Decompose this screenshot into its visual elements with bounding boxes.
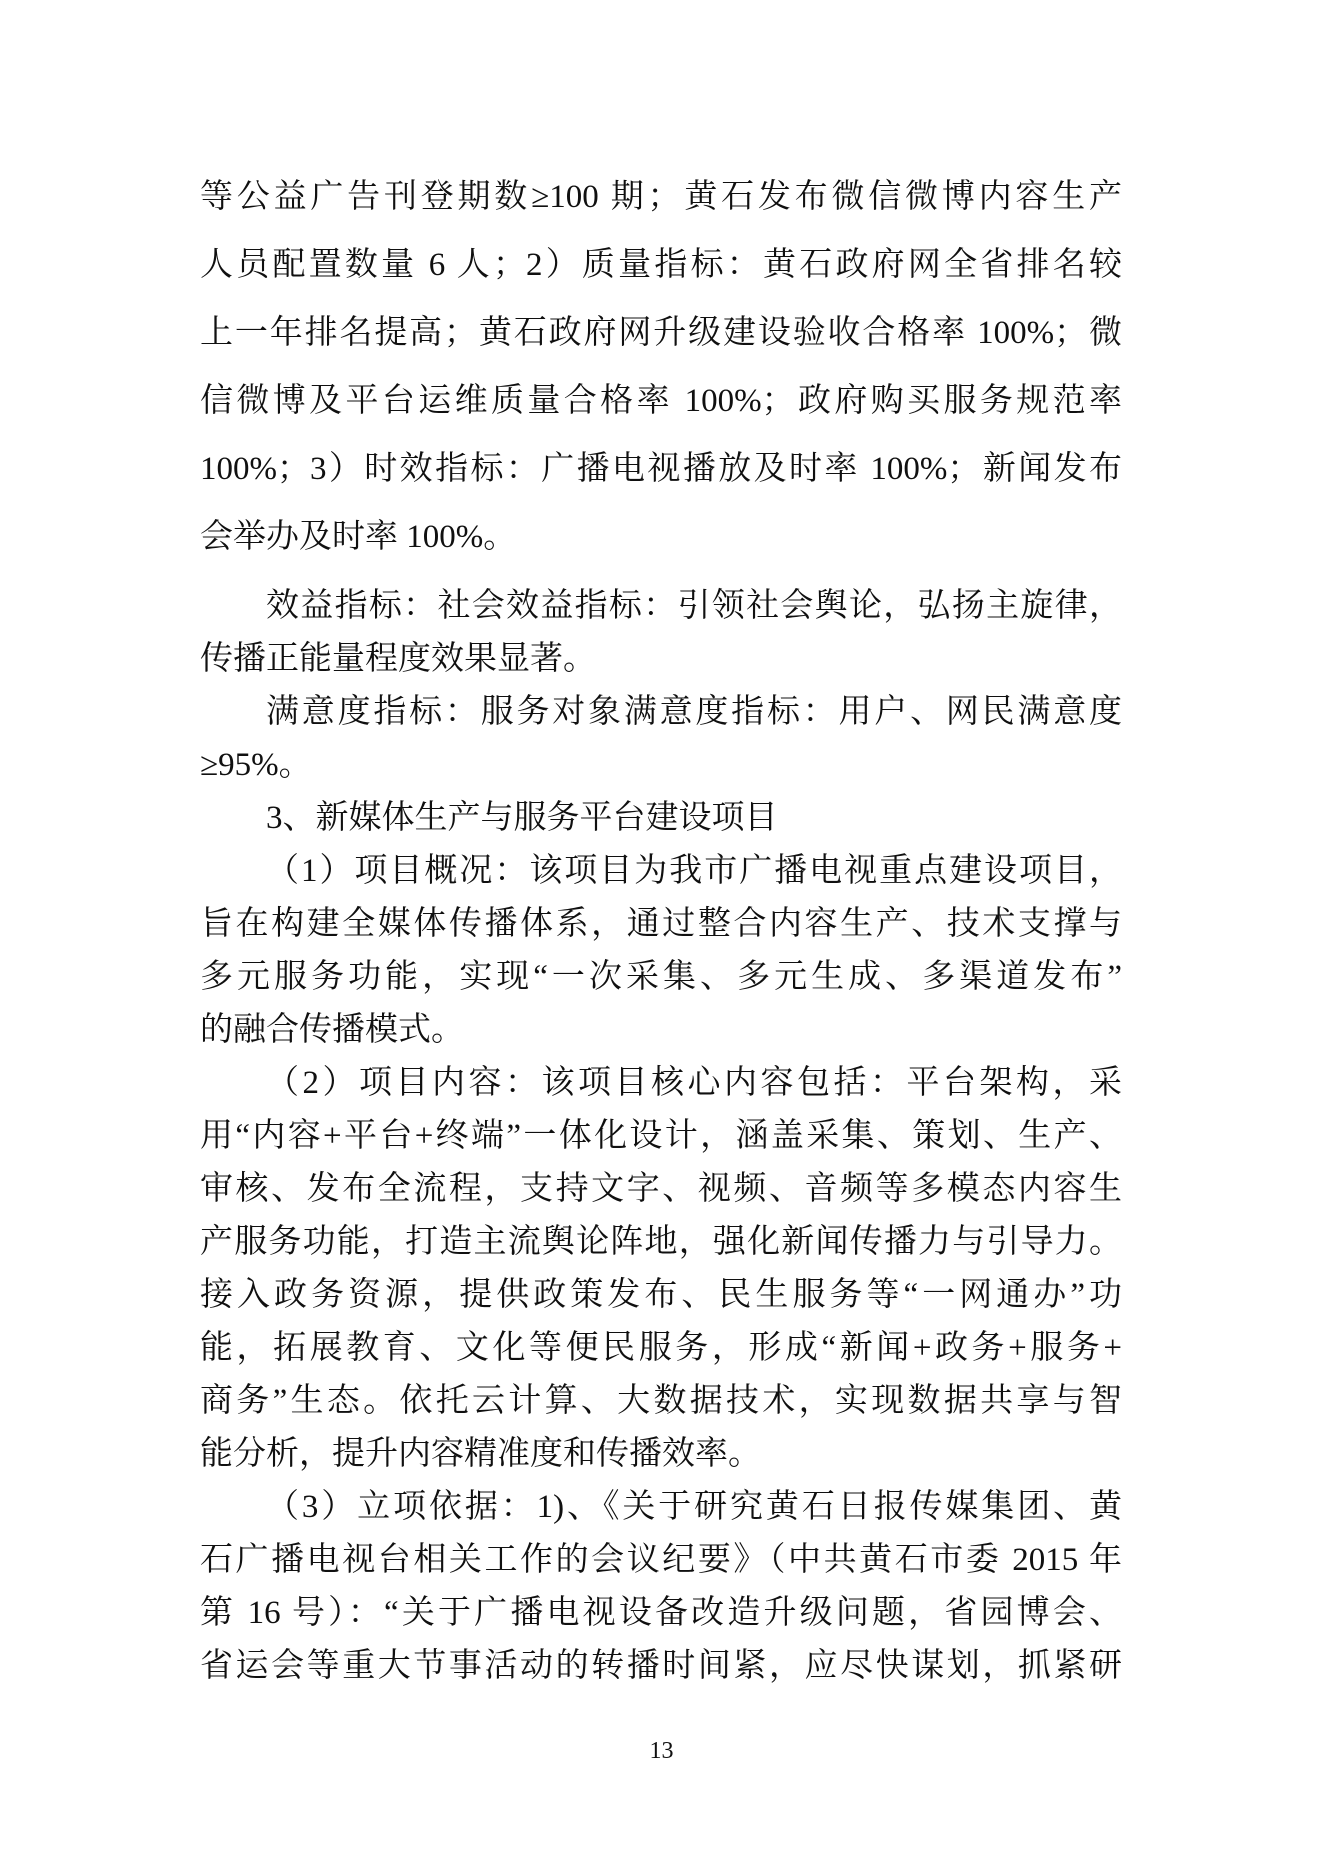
- text-line: 审核、发布全流程，支持文字、视频、音频等多模态内容生: [200, 1171, 1122, 1207]
- text-line: 用“内容+平台+终端”一体化设计，涵盖采集、策划、生产、: [200, 1118, 1122, 1154]
- text-line: 100%；3）时效指标：广播电视播放及时率 100%；新闻发布: [200, 451, 1122, 487]
- text-line: 信微博及平台运维质量合格率 100%；政府购买服务规范率: [200, 383, 1122, 419]
- paragraph-satisfaction-indicators: [200, 686, 1122, 792]
- text-line: 能，拓展教育、文化等便民服务，形成“新闻+政务+服务+: [200, 1330, 1122, 1366]
- text-line: （1）项目概况：该项目为我市广播电视重点建设项目，: [266, 853, 1122, 889]
- text-line: 第 16 号）：“关于广播电视设备改造升级问题，省园博会、: [200, 1595, 1122, 1631]
- text-line: （2）项目内容：该项目核心内容包括：平台架构，采: [266, 1065, 1122, 1101]
- page-number: 13: [649, 1738, 674, 1764]
- paragraph-project-3-heading: [200, 792, 1122, 845]
- text-line: 满意度指标：服务对象满意度指标：用户、网民满意度: [266, 694, 1122, 730]
- text-line: 等公益广告刊登期数≥100 期；黄石发布微信微博内容生产: [200, 179, 1122, 215]
- text-line: 多元服务功能，实现“一次采集、多元生成、多渠道发布”: [200, 959, 1122, 995]
- text-line: 的融合传播模式。: [200, 1012, 464, 1048]
- text-line: 上一年排名提高；黄石政府网升级建设验收合格率 100%；微: [200, 315, 1122, 351]
- text-line: 会举办及时率 100%。: [200, 519, 517, 555]
- text-line: 传播正能量程度效果显著。: [200, 641, 596, 677]
- text-line: 能分析，提升内容精准度和传播效率。: [200, 1436, 761, 1472]
- text-line: （3）立项依据：1)、《关于研究黄石日报传媒集团、黄: [266, 1489, 1122, 1525]
- paragraph-project-overview: [200, 845, 1122, 1057]
- text-line: 3、新媒体生产与服务平台建设项目: [266, 800, 778, 836]
- text-line: ≥95%。: [200, 747, 312, 783]
- text-line: 石广播电视台相关工作的会议纪要》（中共黄石市委 2015 年: [200, 1542, 1122, 1578]
- text-line: 接入政务资源，提供政策发布、民生服务等“一网通办”功: [200, 1277, 1122, 1313]
- text-line: 旨在构建全媒体传播体系，通过整合内容生产、技术支撑与: [200, 906, 1122, 942]
- text-line: 产服务功能，打造主流舆论阵地，强化新闻传播力与引导力。: [200, 1224, 1122, 1260]
- paragraph-output-indicators: [200, 163, 1122, 571]
- document-body: [200, 163, 1122, 1693]
- paragraph-project-content: [200, 1057, 1122, 1481]
- paragraph-project-basis: [200, 1481, 1122, 1693]
- text-line: 商务”生态。依托云计算、大数据技术，实现数据共享与智: [200, 1383, 1122, 1419]
- text-line: 人员配置数量 6 人；2）质量指标：黄石政府网全省排名较: [200, 247, 1122, 283]
- text-line: 效益指标：社会效益指标：引领社会舆论，弘扬主旋律，: [266, 588, 1122, 624]
- paragraph-benefit-indicators: [200, 580, 1122, 686]
- text-line: 省运会等重大节事活动的转播时间紧，应尽快谋划，抓紧研: [200, 1648, 1122, 1684]
